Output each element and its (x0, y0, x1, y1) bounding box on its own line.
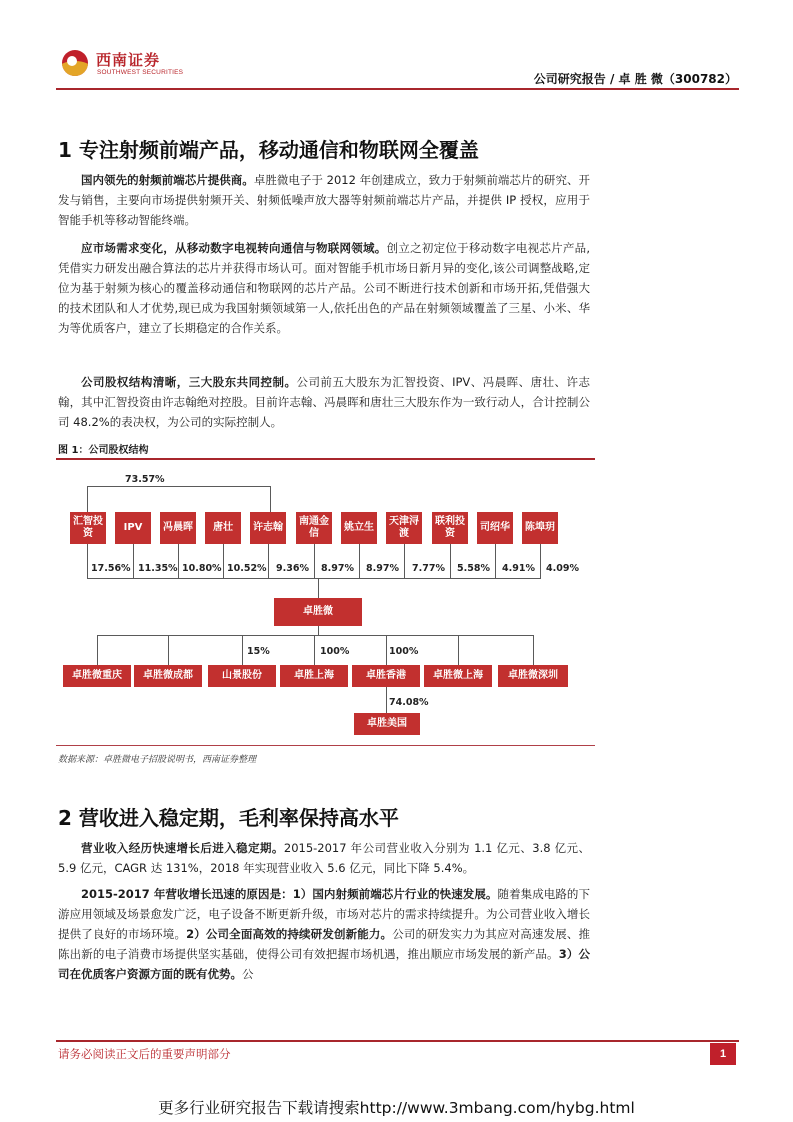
connector (97, 635, 534, 636)
shareholder-name: 许志翰 (253, 522, 283, 533)
subsidiary-name: 山景股份 (222, 670, 262, 681)
connector (97, 635, 98, 665)
connector (168, 635, 169, 665)
connector (87, 578, 541, 579)
figure-title: 图 1：公司股权结构 (58, 445, 149, 456)
shareholder-name: 联利投资 (435, 516, 465, 539)
pct-label: 10.80% (182, 563, 222, 574)
connector (495, 544, 496, 578)
paragraph-lead: 国内领先的射频前端芯片提供商。 (81, 173, 254, 187)
connector (458, 635, 459, 665)
logo-subtext: SOUTHWEST SECURITIES (97, 69, 184, 76)
shareholder-name: 南通金信 (299, 516, 329, 539)
paragraph-lead: 2）公司全面高效的持续研发创新能力。 (186, 927, 393, 941)
shareholder-box (250, 512, 286, 544)
paragraph-lead: 2015-2017 年营收增长迅速的原因是：1）国内射频前端芯片行业的快速发展。 (81, 887, 498, 901)
report-label: 公司研究报告 / 卓 胜 微（300782） (533, 72, 737, 86)
pct-label: 7.77% (412, 563, 445, 574)
shareholder-name: 陈埠玥 (525, 522, 555, 533)
logo-text: 西南证券 (96, 51, 161, 69)
paragraph-body: 公司的研发实力为其应对高速发展、推陈出新的电子消费市场提供坚实基础，使得公司有效把握市场机遇，推出顺应市场发展的新产品。 (58, 927, 591, 961)
shareholder-box (341, 512, 377, 544)
subsidiary-box (352, 665, 420, 687)
page-number: 1 (710, 1043, 736, 1065)
paragraph (58, 838, 590, 878)
subsidiary-name: 卓胜微成都 (143, 670, 193, 681)
shareholder-name: 司绍华 (480, 522, 510, 533)
subsidiary-name: 卓胜上海 (294, 670, 334, 681)
shareholder-name: IPV (123, 522, 143, 533)
company-name: 卓胜微 (303, 606, 333, 617)
subsidiary-box (208, 665, 276, 687)
download-banner: 更多行业研究报告下载请搜索http://www.3mbang.com/hybg.html (158, 1099, 635, 1117)
pct-label: 10.52% (227, 563, 267, 574)
pct-label-top: 73.57% (125, 474, 165, 485)
footer-divider (56, 1040, 739, 1042)
pct-label: 11.35% (138, 563, 178, 574)
shareholder-name: 汇智投资 (73, 516, 103, 539)
paragraph-body: 2015-2017 年公司营业收入分别为 1.1 亿元、3.8 亿元、5.9 亿元，CAGR 达 131%，2018 年实现营业收入 5.6 亿元，同比下降 5.4%。 (58, 841, 590, 875)
connector (359, 544, 360, 578)
connector (318, 578, 319, 598)
footer-disclaimer-note: 请务必阅读正文后的重要声明部分 (58, 1047, 231, 1061)
pct-label: 15% (247, 646, 270, 657)
connector (314, 544, 315, 578)
shareholder-box (522, 512, 558, 544)
connector (386, 635, 387, 665)
figure-bottom-rule (56, 745, 595, 746)
pct-label: 100% (320, 646, 350, 657)
grandchild-name: 卓胜美国 (367, 718, 407, 729)
connector (318, 626, 319, 635)
shareholder-name: 姚立生 (344, 522, 374, 533)
pct-label: 4.91% (502, 563, 535, 574)
shareholder-box (70, 512, 106, 544)
shareholder-name: 唐壮 (213, 522, 233, 533)
paragraph-body: 随着集成电路的下游应用领域及场景愈发广泛，电子设备不断更新升级，市场对芯片的需求持续提升。为公司营业收入增长提供了良好的市场环境。 (58, 887, 590, 941)
connector (404, 544, 405, 578)
subsidiary-box (424, 665, 492, 687)
shareholder-box (205, 512, 241, 544)
subsidiary-box (134, 665, 202, 687)
shareholder-name: 天津浔渡 (389, 516, 419, 539)
shareholder-name: 冯晨晖 (163, 522, 193, 533)
connector (87, 486, 88, 512)
paragraph-body: 创立之初定位于移动数字电视芯片产品,凭借实力研发出融合算法的芯片并获得市场认可。面对智能手机市场日新月异的变化,该公司调整战略,定位为基于射频为核心的覆盖移动通信和物联网的芯片产品。公司不断进行技术创新和市场开拓,凭借强大的技术团队和人才优势,现已成为我国射频领域第一人,依托出色的产品在射频领域覆盖了三星、小米、华为等优质客户，建立了长期稳定的合作关系。 (58, 241, 591, 335)
pct-label: 9.36% (276, 563, 309, 574)
paragraph-lead: 营业收入经历快速增长后进入稳定期。 (81, 841, 284, 855)
connector (533, 635, 534, 665)
subsidiary-name: 卓胜香港 (366, 670, 406, 681)
subsidiary-box (63, 665, 131, 687)
shareholder-box (432, 512, 468, 544)
section-1-title: 1 专注射频前端产品，移动通信和物联网全覆盖 (58, 138, 479, 162)
paragraph-lead: 公司股权结构清晰，三大股东共同控制。 (81, 375, 297, 389)
pct-label: 74.08% (389, 697, 429, 708)
connector (133, 544, 134, 578)
paragraph-body: 公司前五大股东为汇智投资、IPV、冯晨晖、唐壮、许志翰，其中汇智投资由许志翰绝对控股。目前许志翰、冯晨晖和唐壮三大股东作为一致行动人，合计控制公司 48.2%的表决权，为公司的实际控制人。 (58, 375, 591, 429)
shareholder-box (115, 512, 151, 544)
pct-label: 8.97% (366, 563, 399, 574)
pct-label: 5.58% (457, 563, 490, 574)
subsidiary-name: 卓胜微重庆 (72, 670, 122, 681)
subsidiary-name: 卓胜微深圳 (508, 670, 558, 681)
connector (178, 544, 179, 578)
shareholder-box (477, 512, 513, 544)
connector (87, 544, 88, 578)
connector (540, 544, 541, 578)
connector (242, 635, 243, 665)
shareholder-box (386, 512, 422, 544)
connector (87, 486, 270, 487)
pct-label: 8.97% (321, 563, 354, 574)
pct-label: 17.56% (91, 563, 131, 574)
grandchild-box (354, 713, 420, 735)
company-box (274, 598, 362, 626)
connector (450, 544, 451, 578)
subsidiary-box (280, 665, 348, 687)
figure-source: 数据来源：卓胜微电子招股说明书，西南证券整理 (58, 755, 257, 765)
connector (268, 544, 269, 578)
subsidiary-name: 卓胜微上海 (433, 670, 483, 681)
connector (386, 687, 387, 713)
paragraph-body: 卓胜微电子于 2012 年创建成立，致力于射频前端芯片的研究、开发与销售，主要向市场提供射频开关、射频低噪声放大器等射频前端芯片产品，并提供 IP 授权，应用于智能手机等移动智能终端。 (58, 173, 590, 227)
paragraph-lead: 3）公司在优质客户资源方面的既有优势。 (58, 947, 590, 981)
connector (223, 544, 224, 578)
pct-label: 4.09% (546, 563, 579, 574)
shareholder-box (160, 512, 196, 544)
paragraph-lead: 应市场需求变化，从移动数字电视转向通信与物联网领域。 (81, 241, 387, 255)
section-2-title: 2 营收进入稳定期，毛利率保持高水平 (58, 806, 399, 830)
pct-label: 100% (389, 646, 419, 657)
connector (314, 635, 315, 665)
paragraph-body: 公 (242, 967, 254, 981)
paragraph (58, 884, 590, 984)
connector (270, 486, 271, 512)
subsidiary-box (498, 665, 568, 687)
shareholder-box (296, 512, 332, 544)
